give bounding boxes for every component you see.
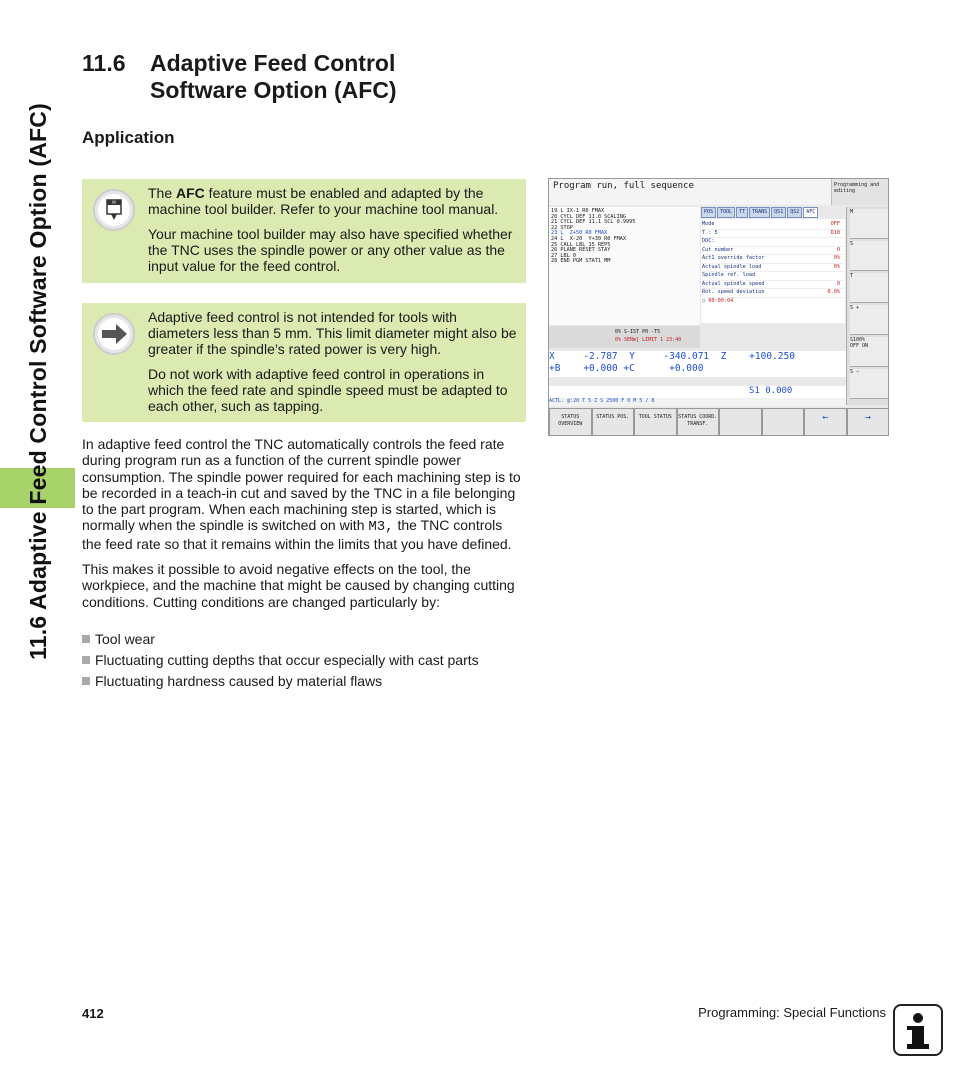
page-back-softkey[interactable] <box>804 408 847 436</box>
machine-note-p2: Your machine tool builder may also have specified whether the TNC uses the spindle power or any other value as the input value for the feed control. <box>148 226 513 274</box>
list-item: Fluctuating cutting depths that occur especially with cast parts <box>82 652 526 673</box>
section-title: Application <box>82 128 175 147</box>
body-p1-a: In adaptive feed control the TNC automatically controls the feed rate during program run as a function of the current spindle power consumption. The spindle power required for each machining step is to be recorded in a teach-in cut and saved by the TNC in a file belonging to the part program. When each machining step is started, which is normally when the spindle is switched on with <box>82 436 521 534</box>
status-value: 0 <box>836 246 840 253</box>
chapter-title <box>150 50 510 104</box>
side-key-t[interactable] <box>850 273 888 303</box>
info-line: 0% S-IST P0 -T5 <box>615 329 661 335</box>
tab-pos[interactable]: POS <box>701 207 716 218</box>
tab-qs2[interactable]: QS2 <box>787 207 802 218</box>
page-forward-softkey[interactable] <box>847 408 890 436</box>
tab-tt[interactable]: TT <box>736 207 748 218</box>
side-key-label: S <box>850 305 854 311</box>
screen-header: Program run, full sequence <box>549 179 831 205</box>
spindle-value: S1 0.000 <box>749 386 793 396</box>
body-paragraph-2: This makes it possible to avoid negative effects on the tool, the workpiece, and the machine that might be caused by changing cutting conditions. Cutting conditions are changed particularly by: <box>82 561 515 610</box>
side-key-label: S <box>850 241 854 247</box>
clock-icon: ◯ <box>702 297 706 304</box>
afc-status-panel <box>701 219 845 323</box>
tab-afc[interactable]: AFC <box>803 207 818 218</box>
machine-icon <box>93 189 135 231</box>
status-pos-softkey[interactable]: STATUS POS. <box>592 408 635 436</box>
program-line: 28 END PGM STAT1 MM <box>551 258 611 265</box>
tab-trans[interactable]: TRANS <box>749 207 770 218</box>
machine-note-box <box>82 179 526 283</box>
side-key-s-plus[interactable] <box>850 305 888 335</box>
status-row <box>702 230 844 239</box>
warning-note-text <box>148 309 518 423</box>
side-running-title <box>22 40 62 660</box>
side-key-label: M <box>850 209 854 215</box>
program-line: 27 LBL 0 <box>551 252 576 259</box>
tab-tool[interactable]: TOOL <box>717 207 735 218</box>
machine-note-p1 <box>148 185 518 217</box>
status-value: D10 <box>830 229 840 236</box>
plus-icon: + <box>856 305 860 311</box>
side-running-title-text: 11.6 Adaptive Feed Control Software Option (AFC) <box>25 103 51 660</box>
warning-note-box <box>82 303 526 422</box>
program-line: 19 L IX-1 R0 FMAX <box>551 208 605 214</box>
page-number: 412 <box>82 1006 104 1021</box>
status-label: Actual spindle speed <box>702 280 765 287</box>
status-label: Rot. speed deviation <box>702 289 765 295</box>
side-key-s100[interactable] <box>850 337 888 367</box>
status-tabs <box>701 207 845 218</box>
timer <box>702 298 844 306</box>
arrow-right-icon: → <box>864 412 871 423</box>
status-overview-softkey[interactable]: STATUS OVERVIEW <box>549 408 592 436</box>
warning-note-p2: Do not work with adaptive feed control in operations in which the feed rate and spindle speed must be adapted to each other, such as tapping. <box>148 366 508 414</box>
position-line: +B +0.000 +C +0.000 <box>549 363 704 374</box>
position-display <box>549 351 846 377</box>
status-value: OFF <box>830 221 840 227</box>
status-label: Cut number <box>702 246 734 253</box>
timer-value: 00:00:04 <box>708 297 734 304</box>
side-softkeys <box>846 207 889 405</box>
side-key-label: S <box>850 369 854 375</box>
side-key-s[interactable] <box>850 241 888 271</box>
side-key-m[interactable] <box>850 209 888 239</box>
empty-softkey[interactable] <box>719 408 762 436</box>
tnc-screenshot <box>548 178 889 436</box>
side-key-s-minus[interactable] <box>850 369 888 399</box>
status-row <box>702 221 844 230</box>
status-row <box>702 289 844 298</box>
list-item: Fluctuating hardness caused by material flaws <box>82 673 526 694</box>
coord-transf-softkey[interactable]: STATUS COORD. TRANSF. <box>677 408 720 436</box>
status-label: DOC: <box>702 238 715 244</box>
list-item: Tool wear <box>82 631 526 652</box>
minus-icon: − <box>856 369 860 375</box>
note1-afc-bold: AFC <box>176 185 205 201</box>
warning-note-p1: Adaptive feed control is not intended for tools with diameters less than 5 mm. This limit diameter might also be greater if the spindle’s rated power is very high. <box>148 309 517 357</box>
status-label: Act1 override factor <box>702 255 765 261</box>
program-line: 20 CYCL DEF 11.0 SCALING <box>551 213 626 220</box>
chapter-title-line1: Adaptive Feed Control <box>150 50 396 76</box>
body-paragraph-1 <box>82 436 524 552</box>
status-row <box>702 281 844 290</box>
side-key-label: T <box>850 273 854 279</box>
chapter-number: 11.6 <box>82 50 126 76</box>
program-line: 22 STOP <box>551 224 573 231</box>
program-line: 21 CYCL DEF 11.1 SCL 0.9995 <box>551 219 636 226</box>
tool-status-softkey[interactable]: TOOL STATUS <box>634 408 677 436</box>
note1-text-b: feature must be enabled and adapted by the machine tool builder. Refer to your machine tool manual. <box>148 185 499 217</box>
status-value: 0% <box>833 255 840 261</box>
note1-text-a: The <box>148 185 177 201</box>
status-row <box>702 238 844 247</box>
position-line: X -2.787 Y -340.071 Z +100.250 <box>549 351 795 362</box>
actl-line: ACTL. @:20 T 5 Z S 2500 F 0 M 5 / 8 <box>549 398 846 406</box>
footer-title: Programming: Special Functions <box>698 1005 886 1020</box>
program-line: 24 L X-20 Y+30 R0 FMAX <box>551 235 626 242</box>
off-on-label: OFF ON <box>850 343 869 349</box>
status-row <box>702 255 844 264</box>
side-key-label: S100% <box>850 337 866 343</box>
status-value: 0 <box>836 280 840 287</box>
status-label: Actual spindle load <box>702 263 762 270</box>
status-label: Mode <box>702 221 715 227</box>
program-line: 25 CALL LBL 15 REP5 <box>551 241 611 248</box>
body-text <box>82 436 524 619</box>
program-listing <box>549 207 700 325</box>
body-p1-b: the TNC controls the feed rate so that it remains within the limits that you have defined. <box>82 517 512 552</box>
tab-qs1[interactable]: QS1 <box>771 207 786 218</box>
spindle-display <box>549 386 846 398</box>
empty-softkey[interactable] <box>762 408 805 436</box>
svg-text:M: M <box>112 200 116 205</box>
program-line-current: 23 L Z+50 R0 FMAX <box>551 230 608 237</box>
load-info <box>549 326 700 348</box>
program-line: 26 PLANE RESET STAY <box>551 247 611 254</box>
status-value: 0% <box>833 263 840 270</box>
status-label: T : 5 <box>702 229 718 236</box>
screen-mode-label: Programming and editing <box>831 179 889 205</box>
arrow-left-icon: ← <box>822 412 829 423</box>
status-row <box>702 272 844 281</box>
status-row <box>702 264 844 273</box>
chapter-title-line2: Software Option (AFC) <box>150 77 397 103</box>
info-icon <box>893 1004 943 1056</box>
info-line: 0% SENm] LIMIT 1 23:40 <box>615 337 682 343</box>
machine-note-text <box>148 185 518 283</box>
m3-code: M3, <box>368 519 394 536</box>
status-label: Spindle ref. load <box>702 272 756 278</box>
status-value: 0.0% <box>827 289 840 295</box>
softkey-row <box>549 408 889 436</box>
status-row <box>702 247 844 256</box>
bullet-list <box>82 631 526 694</box>
arrow-right-icon <box>93 313 135 355</box>
